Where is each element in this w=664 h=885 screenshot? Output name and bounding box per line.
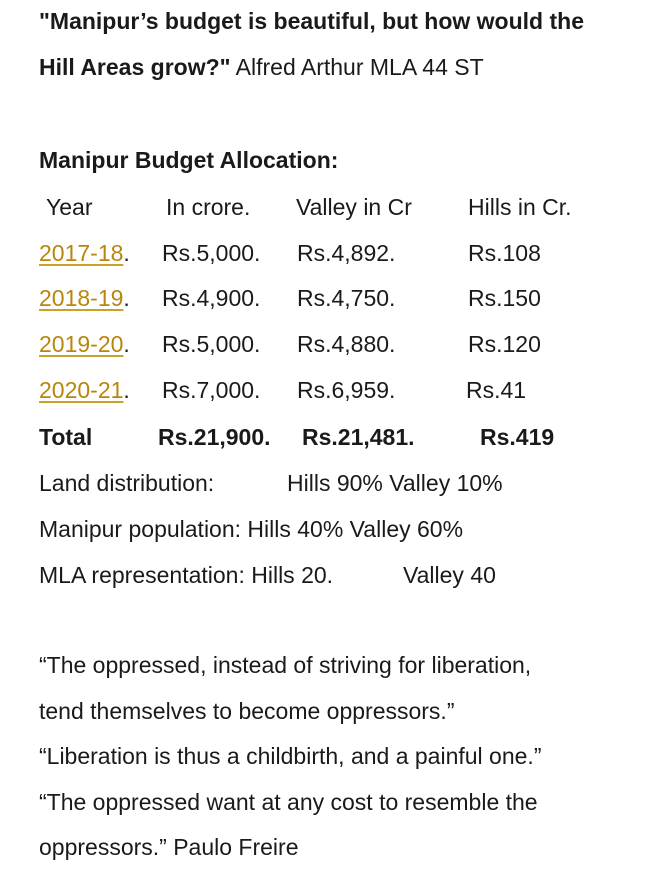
- headline-quote-part2: Hill Areas grow?": [39, 54, 231, 80]
- total-sum-cell: Rs.21,900.: [158, 424, 271, 450]
- total-cell: Rs.4,900.: [162, 285, 261, 311]
- quote-line-4: “The oppressed want at any cost to resemble the: [39, 789, 538, 815]
- total-cell: Rs.5,000.: [162, 331, 261, 357]
- year-suffix: .: [123, 285, 130, 311]
- year-link[interactable]: 2017-18: [39, 240, 124, 266]
- year-cell: [39, 238, 130, 268]
- total-hills-cell: Rs.419: [480, 424, 555, 450]
- total-label: Total: [39, 424, 93, 450]
- land-distribution-value: Hills 90% Valley 10%: [287, 470, 503, 496]
- valley-cell: Rs.4,880.: [297, 331, 396, 357]
- mla-representation-label: MLA representation: Hills 20.: [39, 562, 334, 588]
- total-valley-cell: Rs.21,481.: [302, 424, 415, 450]
- budget-heading: Manipur Budget Allocation:: [39, 147, 339, 173]
- year-cell: [39, 283, 130, 313]
- quote-line-3: “Liberation is thus a childbirth, and a painful one.”: [39, 743, 542, 769]
- headline-attribution: Alfred Arthur MLA 44 ST: [230, 54, 484, 80]
- valley-cell: Rs.4,750.: [297, 285, 396, 311]
- year-link[interactable]: 2019-20: [39, 331, 124, 357]
- year-link[interactable]: 2018-19: [39, 285, 124, 311]
- headline-line-2: [39, 52, 484, 82]
- headline-quote-part1: "Manipur’s budget is beautiful, but how would the: [39, 8, 584, 34]
- quote-line-1: “The oppressed, instead of striving for liberation,: [39, 652, 532, 678]
- column-header-year: Year: [46, 194, 93, 220]
- column-header-valley: Valley in Cr: [296, 194, 412, 220]
- year-link[interactable]: 2020-21: [39, 377, 124, 403]
- total-cell: Rs.7,000.: [162, 377, 261, 403]
- hills-cell: Rs.108: [468, 240, 541, 266]
- hills-cell: Rs.120: [468, 331, 541, 357]
- population-line: Manipur population: Hills 40% Valley 60%: [39, 516, 464, 542]
- quote-line-5: oppressors.” Paulo Freire: [39, 834, 299, 860]
- year-cell: [39, 375, 130, 405]
- valley-cell: Rs.4,892.: [297, 240, 396, 266]
- mla-valley-value: Valley 40: [403, 562, 496, 588]
- year-cell: [39, 329, 130, 359]
- valley-cell: Rs.6,959.: [297, 377, 396, 403]
- land-distribution-label: Land distribution:: [39, 470, 215, 496]
- quote-line-2: tend themselves to become oppressors.”: [39, 698, 455, 724]
- hills-cell: Rs.150: [468, 285, 541, 311]
- hills-cell: Rs.41: [466, 377, 527, 403]
- column-header-hills: Hills in Cr.: [468, 194, 572, 220]
- year-suffix: .: [123, 331, 130, 357]
- year-suffix: .: [123, 377, 130, 403]
- year-suffix: .: [123, 240, 130, 266]
- headline-line-1: [39, 6, 584, 36]
- column-header-crore: In crore.: [166, 194, 251, 220]
- total-cell: Rs.5,000.: [162, 240, 261, 266]
